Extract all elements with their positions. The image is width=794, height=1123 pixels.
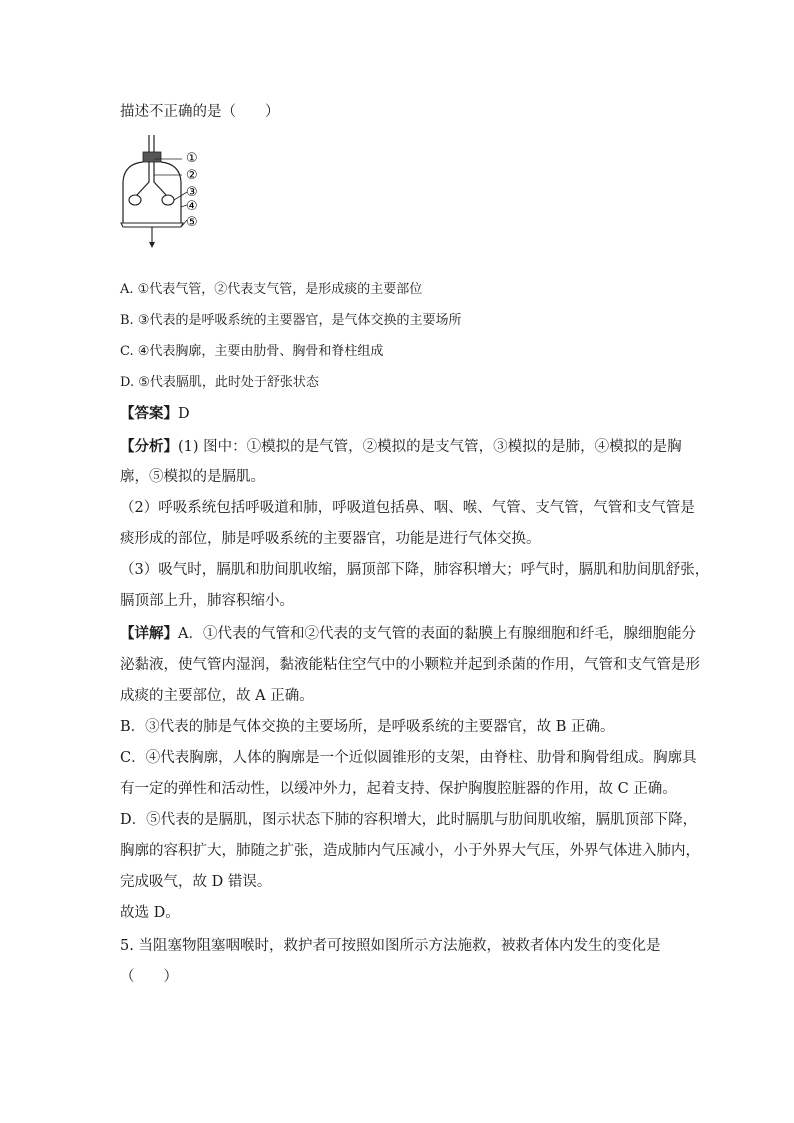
- analysis-line-3: （2）呼吸系统包括呼吸道和肺，呼吸道包括鼻、咽、喉、气管、支气管，气管和支气管是: [120, 500, 695, 516]
- option-b: B. ③代表的是呼吸系统的主要器官，是气体交换的主要场所: [120, 313, 462, 328]
- detail-line-6: 有一定的弹性和活动性，以缓冲外力，起着支持、保护胸腹腔脏器的作用，故 C 正确。: [120, 781, 677, 797]
- figure-label-3: ③: [186, 185, 198, 200]
- question-5-stem: 5. 当阻塞物阻塞咽喉时，救护者可按照如图所示方法施救，被救者体内发生的变化是: [120, 938, 661, 954]
- question-intro: 描述不正确的是（ ）: [120, 104, 280, 120]
- detail-line-8: 胸廓的容积扩大，肺随之扩张，造成肺内气压减小，小于外界大气压，外界气体进入肺内，: [120, 843, 700, 859]
- analysis-line-1: [120, 437, 682, 457]
- answer-value: D: [178, 406, 190, 422]
- detail-line-1: [120, 624, 696, 644]
- analysis-text: (1) 图中：①模拟的是气管，②模拟的是支气管，③模拟的是肺，④模拟的是胸: [178, 439, 682, 455]
- figure-label-5: ⑤: [186, 215, 198, 230]
- analysis-line-4: 痰形成的部位，肺是呼吸系统的主要器官，功能是进行气体交换。: [120, 531, 541, 547]
- figure-label-2: ②: [186, 168, 198, 183]
- analysis-label: 【分析】: [120, 438, 178, 455]
- answer-line: [120, 404, 190, 424]
- detail-line-2: 泌黏液，使气管内湿润，黏液能粘住空气中的小颗粒并起到杀菌的作用，气管和支气管是形: [120, 657, 700, 673]
- question-5-blank: （ ）: [120, 969, 178, 985]
- option-d: D. ⑤代表膈肌，此时处于舒张状态: [120, 375, 319, 390]
- detail-line-4: B．③代表的肺是气体交换的主要场所，是呼吸系统的主要器官，故 B 正确。: [120, 719, 615, 735]
- analysis-line-2: 廓，⑤模拟的是膈肌。: [120, 469, 265, 485]
- detail-line-7: D．⑤代表的是膈肌，图示状态下肺的容积增大，此时膈肌与肋间肌收缩，膈肌顶部下降，: [120, 812, 698, 828]
- analysis-line-6: 膈顶部上升，肺容积缩小。: [120, 593, 294, 609]
- detail-line-9: 完成吸气，故 D 错误。: [120, 874, 272, 890]
- detail-line-3: 成痰的主要部位，故 A 正确。: [120, 688, 314, 704]
- figure-label-1: ①: [186, 151, 198, 166]
- analysis-line-5: （3）吸气时，膈肌和肋间肌收缩，膈顶部下降，肺容积增大；呼气时，膈肌和肋间肌舒张，: [120, 562, 710, 578]
- figure-label-4: ④: [186, 199, 198, 214]
- detail-conclusion: 故选 D。: [120, 905, 180, 921]
- detail-line-5: C．④代表胸廓，人体的胸廓是一个近似圆锥形的支架，由脊柱、肋骨和胸骨组成。胸廓具: [120, 750, 697, 766]
- option-c: C. ④代表胸廓，主要由肋骨、胸骨和脊柱组成: [120, 344, 384, 359]
- lung-model-figure: [112, 130, 242, 250]
- detail-text: A．①代表的气管和②代表的支气管的表面的黏膜上有腺细胞和纤毛，腺细胞能分: [178, 626, 696, 642]
- option-a: A. ①代表气管，②代表支气管，是形成痰的主要部位: [120, 282, 423, 297]
- detail-label: 【详解】: [120, 625, 178, 642]
- answer-label: 【答案】: [120, 405, 178, 422]
